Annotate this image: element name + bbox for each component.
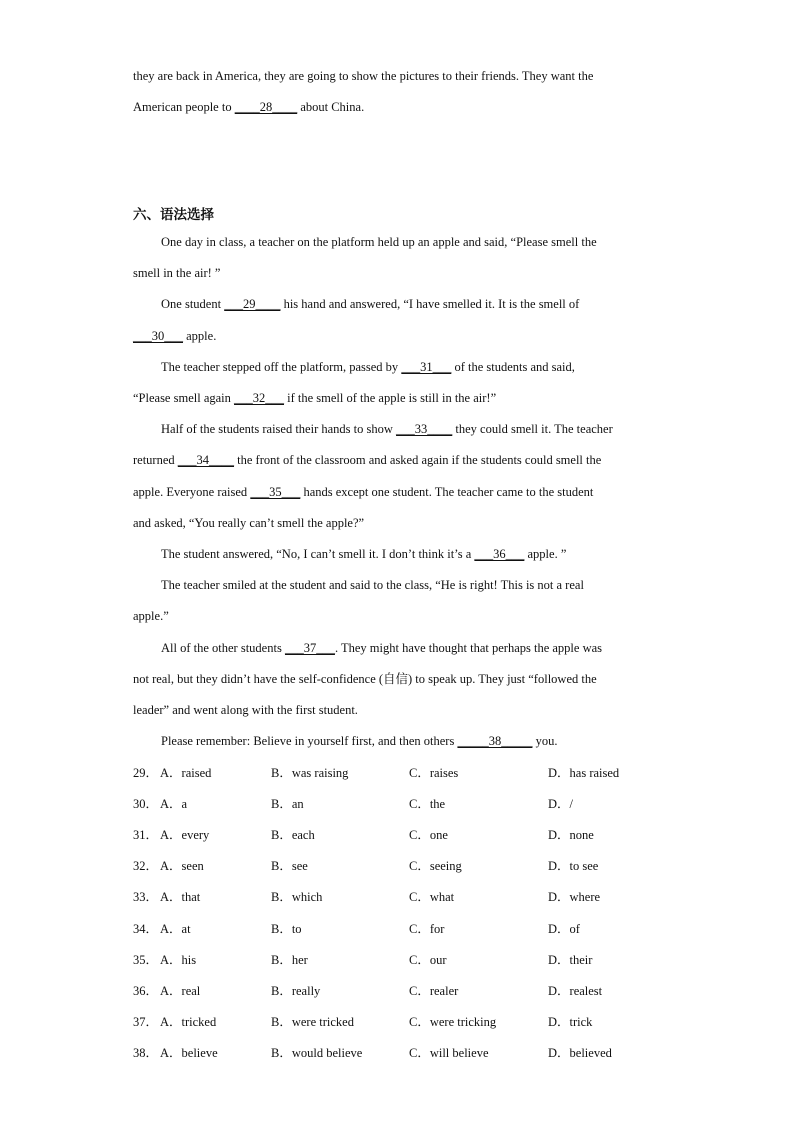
passage-text: the front of the classroom and asked again if the students could smell the bbox=[234, 453, 602, 468]
question-row bbox=[133, 827, 653, 843]
passage-text: All of the other students bbox=[161, 640, 285, 655]
option-b[interactable]: B．which bbox=[271, 890, 323, 905]
answer-blank: ___35___ bbox=[250, 484, 301, 499]
blank-28: ____28____ bbox=[234, 100, 298, 114]
passage-line bbox=[133, 608, 169, 624]
passage-text: . They might have thought that perhaps the apple was bbox=[334, 640, 603, 655]
passage-text: The teacher stepped off the platform, passed by bbox=[161, 359, 402, 374]
answer-blank: ___29____ bbox=[224, 297, 281, 312]
option-d[interactable]: D．their bbox=[548, 952, 593, 967]
option-a[interactable]: A．seen bbox=[160, 859, 204, 874]
option-a[interactable]: A．that bbox=[160, 890, 201, 905]
option-c[interactable]: C．what bbox=[409, 890, 455, 905]
question-row bbox=[133, 858, 653, 874]
option-a[interactable]: A．a bbox=[160, 797, 188, 812]
passage-text: not real, but they didn’t have the self-confidence (自信) to speak up. They just “followed the bbox=[133, 671, 597, 686]
option-d[interactable]: D．trick bbox=[548, 1014, 593, 1029]
option-b[interactable]: B．an bbox=[271, 797, 304, 812]
passage-text: hands except one student. The teacher came to the student bbox=[300, 484, 594, 499]
passage-text: leader” and went along with the first student. bbox=[133, 703, 358, 717]
option-a[interactable]: A．at bbox=[160, 921, 191, 936]
passage-text: “Please smell again bbox=[133, 391, 235, 405]
answer-blank: ___31___ bbox=[401, 359, 452, 374]
question-row bbox=[133, 796, 653, 812]
option-d[interactable]: D．believed bbox=[548, 1045, 612, 1060]
passage-text: apple. bbox=[183, 328, 217, 343]
passage-line bbox=[133, 702, 358, 718]
passage-line bbox=[161, 733, 557, 749]
passage-line bbox=[161, 296, 579, 312]
option-b[interactable]: B．was raising bbox=[271, 766, 349, 780]
passage-line bbox=[161, 640, 602, 656]
option-a[interactable]: A．his bbox=[160, 952, 197, 967]
answer-blank: _____38_____ bbox=[457, 734, 533, 749]
question-number: 29． bbox=[133, 766, 159, 780]
option-b[interactable]: B．each bbox=[271, 828, 315, 843]
option-b[interactable]: B．would believe bbox=[271, 1045, 363, 1060]
passage-line bbox=[133, 452, 601, 468]
option-c[interactable]: C．raises bbox=[409, 766, 459, 780]
option-d[interactable]: D．none bbox=[548, 828, 594, 843]
question-number: 32． bbox=[133, 859, 159, 874]
option-b[interactable]: B．see bbox=[271, 859, 308, 874]
passage-text: and asked, “You really can’t smell the apple?” bbox=[133, 515, 365, 530]
passage-line bbox=[161, 234, 597, 250]
option-c[interactable]: C．the bbox=[409, 797, 446, 812]
answer-blank: ___30___ bbox=[133, 328, 183, 343]
option-a[interactable]: A．believe bbox=[160, 1045, 218, 1060]
option-c[interactable]: C．our bbox=[409, 952, 447, 967]
option-d[interactable]: D．where bbox=[548, 890, 601, 905]
option-a[interactable]: A．real bbox=[160, 983, 201, 998]
question-number: 38． bbox=[133, 1045, 159, 1060]
passage-line bbox=[133, 390, 496, 406]
passage-text: of the students and said, bbox=[451, 359, 575, 374]
passage-text: Please remember: Believe in yourself first, and then others bbox=[161, 734, 458, 749]
answer-blank: ___34____ bbox=[177, 453, 235, 468]
passage-text: returned bbox=[133, 453, 178, 468]
passage-line bbox=[133, 515, 364, 531]
question-row bbox=[133, 1014, 653, 1030]
passage-text: if the smell of the apple is still in the air!” bbox=[284, 391, 497, 405]
option-c[interactable]: C．were tricking bbox=[409, 1014, 497, 1029]
question-number: 37． bbox=[133, 1014, 159, 1029]
passage-text: apple. ” bbox=[524, 547, 567, 561]
option-a[interactable]: A．every bbox=[160, 828, 210, 843]
passage-line bbox=[161, 359, 575, 375]
option-d[interactable]: D．has raised bbox=[548, 766, 620, 780]
question-row bbox=[133, 765, 653, 781]
question-row bbox=[133, 1045, 653, 1061]
option-b[interactable]: B．really bbox=[271, 983, 321, 998]
answer-blank: ___33____ bbox=[396, 422, 453, 437]
question-row bbox=[133, 952, 653, 968]
option-d[interactable]: D．of bbox=[548, 921, 580, 936]
option-d[interactable]: D．realest bbox=[548, 983, 603, 998]
passage-line bbox=[133, 671, 597, 687]
option-b[interactable]: B．were tricked bbox=[271, 1014, 354, 1029]
passage-text: One student bbox=[161, 297, 225, 312]
question-row bbox=[133, 889, 653, 905]
question-number: 34． bbox=[133, 921, 159, 936]
passage-line bbox=[161, 421, 613, 437]
answer-blank: ___37___ bbox=[284, 640, 335, 655]
question-row bbox=[133, 921, 653, 937]
option-a[interactable]: A．tricked bbox=[160, 1014, 217, 1029]
passage-text: apple. Everyone raised bbox=[133, 484, 251, 499]
question-row bbox=[133, 983, 653, 999]
option-b[interactable]: B．her bbox=[271, 952, 308, 967]
passage-text: they could smell it. The teacher bbox=[452, 422, 613, 437]
passage-line bbox=[161, 546, 566, 562]
passage-text: Half of the students raised their hands to show bbox=[161, 422, 397, 437]
answer-blank: ___32___ bbox=[234, 391, 285, 405]
intro-line-2: American people to ____28____ about China. bbox=[133, 100, 365, 114]
passage-text: The teacher smiled at the student and said to the class, “He is right! This is not a real bbox=[161, 578, 584, 593]
passage-text: apple.” bbox=[133, 609, 169, 624]
option-d[interactable]: D．to see bbox=[548, 859, 599, 874]
answer-blank: ___36___ bbox=[474, 547, 525, 561]
passage-text: One day in class, a teacher on the platform held up an apple and said, “Please smell the bbox=[161, 235, 597, 249]
option-a[interactable]: A．raised bbox=[160, 766, 212, 780]
question-number: 31． bbox=[133, 828, 159, 843]
option-c[interactable]: C．will believe bbox=[409, 1045, 489, 1060]
passage-line bbox=[161, 577, 584, 593]
option-c[interactable]: C．realer bbox=[409, 983, 459, 998]
option-b[interactable]: B．to bbox=[271, 921, 302, 936]
option-c[interactable]: C．for bbox=[409, 921, 445, 936]
option-c[interactable]: C．one bbox=[409, 828, 448, 843]
intro-line-1: they are back in America, they are going to show the pictures to their friends. They want the bbox=[133, 69, 594, 83]
passage-text: his hand and answered, “I have smelled it. It is the smell of bbox=[280, 297, 580, 312]
question-number: 36． bbox=[133, 983, 159, 998]
question-number: 33． bbox=[133, 890, 159, 905]
passage-line bbox=[133, 265, 220, 281]
question-number: 30． bbox=[133, 797, 159, 812]
question-number: 35． bbox=[133, 952, 159, 967]
section-heading: 六、语法选择 bbox=[133, 207, 214, 223]
passage-text: The student answered, “No, I can’t smell it. I don’t think it’s a bbox=[161, 547, 475, 561]
passage-text: smell in the air! ” bbox=[133, 266, 221, 281]
passage-line bbox=[133, 484, 593, 500]
option-d[interactable]: D．/ bbox=[548, 797, 574, 812]
passage-line bbox=[133, 328, 216, 344]
option-c[interactable]: C．seeing bbox=[409, 859, 462, 874]
passage-text: you. bbox=[532, 734, 558, 749]
